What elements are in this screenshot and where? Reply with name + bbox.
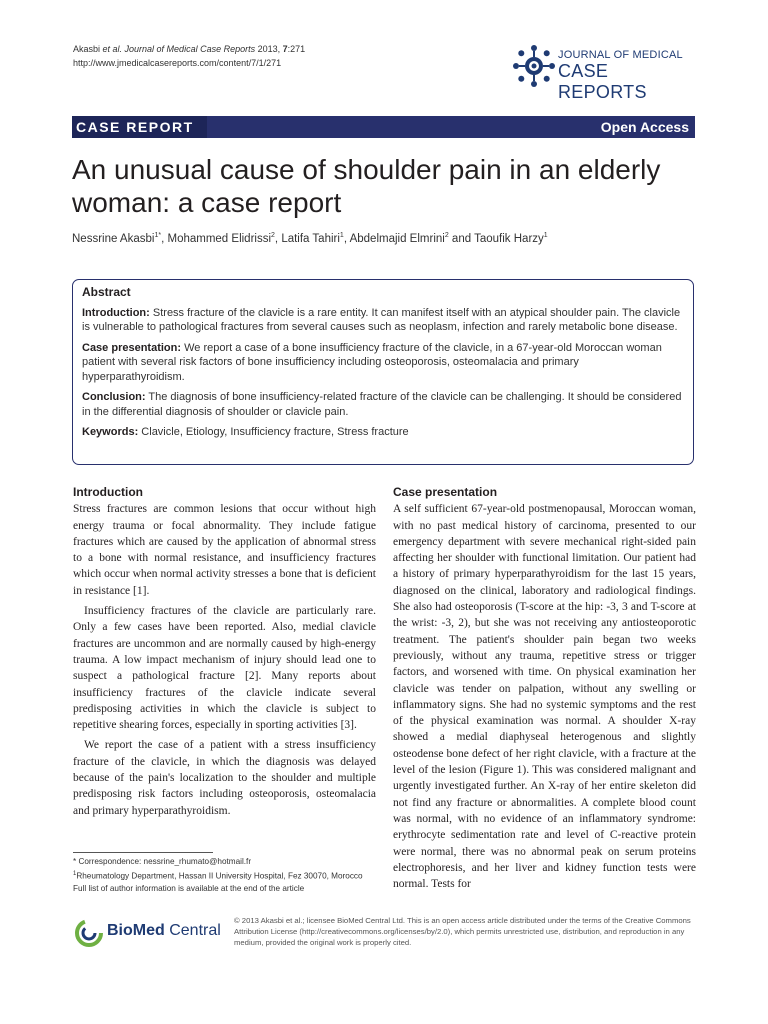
footnote-divider	[73, 852, 213, 853]
intro-paragraph: Stress fractures are common lesions that occur without high energy trauma or focal abnormality. They include fatigue fractures which are caused by the application of abnormal stress to a bone with normal resistance, and insufficiency fractures which occur when normal activity stresses a bone that is deficient in resistance [1].	[73, 503, 376, 597]
case-presentation-section	[393, 484, 696, 896]
author: Mohammed Elidrissi$^2$,	[167, 232, 282, 245]
introduction-heading: Introduction	[73, 485, 143, 499]
intro-paragraph: We report the case of a patient with a stress insufficiency fracture of the clavicle, in which the diagnosis was delayed because of the pain's localization to the shoulder and multiple predisposing risk factors including osteoporosis, osteomalacia and primary hyperparathyroidism.	[73, 739, 376, 817]
journal-logo	[512, 42, 697, 102]
logo-text-line2: CASE REPORTS	[558, 61, 647, 102]
abstract-keywords: Keywords: Clavicle, Etiology, Insufficiency fracture, Stress fracture	[82, 426, 409, 438]
abstract-case-presentation: Case presentation: We report a case of a bone insufficiency fracture of the clavicle, in a 67-year-old Moroccan woman patient with several risk factors of bone insufficiency including osteoporosis, osteomalacia and primary hyperparathyroidism.	[82, 341, 662, 383]
author-list	[72, 232, 702, 245]
logo-text-line1: JOURNAL OF MEDICAL	[558, 49, 683, 61]
biomed-central-logo	[74, 918, 224, 948]
citation-line: Akasbi et al. Journal of Medical Case Reports 2013, 7:271	[73, 44, 306, 54]
correspondence-note: * Correspondence: nessrine_rhumato@hotmail.fr	[73, 857, 252, 866]
affiliation-note: $^1$Rheumatology Department, Hassan II University Hospital, Fez 30070, Morocco	[73, 871, 363, 881]
journal-emblem-icon	[512, 44, 556, 88]
abstract-box	[72, 279, 694, 465]
author-info-note: Full list of author information is available at the end of the article	[73, 883, 305, 893]
abstract-conclusion: Conclusion: The diagnosis of bone insufficiency-related fracture of the clavicle can be challenging. It should be considered in the differential diagnosis of shoulder or clavicle pain.	[82, 391, 682, 418]
author: Abdelmajid Elmrini$^2$ and	[349, 232, 475, 245]
biomed-swirl-icon	[74, 918, 104, 948]
open-access-label: Open Access	[600, 119, 689, 135]
citation-header	[73, 42, 305, 70]
publisher-name: BioMed Central	[107, 922, 221, 939]
license-text: © 2013 Akasbi et al.; licensee BioMed Central Ltd. This is an open access article distributed under the terms of the Creative Commons Attribution License (http://creativecommons.org/licenses/by/2.0), which permits unrestricted use, distribution, and reproduction in any medium, provided the original work is properly cited.	[234, 916, 691, 947]
article-type-label: CASE REPORT	[76, 119, 194, 135]
case-paragraph: A self sufficient 67-year-old postmenopausal, Moroccan woman, with no past medical history of carcinoma, presented to our emergency department with severe mechanical right-sided pain affecting her shoulder with functional limitation. Our patient had a history of primary hyperparathyroidism for the last 15 years, diagnosed on the clinical, laboratory and radiological findings. She also had osteoporosis (T-score at the hip: -3, 3 and T-score at the wrist: -3, 2), but she was not receiving any antiosteoporotic treatment. The patient's shoulder pain began two weeks previously, without any trauma, repetitive stress or trigger factors, and worsened with time. On physical examination her clavicle was tender on palpation, without any swelling or inflammatory signs. She had no systemic symptoms and the rest of the physical examination was normal. A shoulder X-ray showed a medial diaphyseal heterogenous and slightly osteodense bone defect of her right clavicle, with a fracture at the level of the lesion (Figure 1). This was considered malignant and urgently investigated further. An X-ray of her entire skeleton did not find any fracture or abnormalities. A complete blood count was normal, with no evidence of an inflammatory syndrome: erythrocyte sedimentation rate and level of C-reactive protein were normal, there was no abnormal peak on serum proteins electrophoresis, and her liver and kidney function tests were normal. Tests for	[393, 503, 696, 891]
abstract-heading: Abstract	[82, 285, 131, 299]
article-url[interactable]: http://www.jmedicalcasereports.com/content/7/1/271	[73, 58, 282, 68]
author: Latifa Tahiri$^1$,	[281, 232, 350, 245]
author: Taoufik Harzy$^1$	[474, 232, 548, 245]
abstract-introduction: Introduction: Stress fracture of the clavicle is a rare entity. It can manifest itself with an atypical shoulder pain. The clavicle is vulnerable to pathological fractures from several causes such as neoplasm, infection and rarely metabolic bone disease.	[82, 306, 681, 333]
article-title: An unusual cause of shoulder pain in an elderly woman: a case report	[72, 154, 661, 218]
introduction-section	[73, 484, 376, 823]
article-type-bar	[72, 116, 695, 138]
author: Nessrine Akasbi$^{1*}$,	[72, 232, 168, 245]
intro-paragraph: Insufficiency fractures of the clavicle are particularly rare. Only a few cases have been reported. Also, medial clavicle fractures are uncommon and are normally caused by high-energy trauma. A low impact mechanism of injury should lead one to suspect a pathological fracture [2]. Many reports about insufficiency fractures of the clavicle indicate several predisposing activities in which the clavicle is subject to repetitive shearing forces, especially in sporting activities [3].	[73, 605, 376, 732]
footnotes	[73, 856, 376, 895]
case-presentation-heading: Case presentation	[393, 485, 498, 499]
